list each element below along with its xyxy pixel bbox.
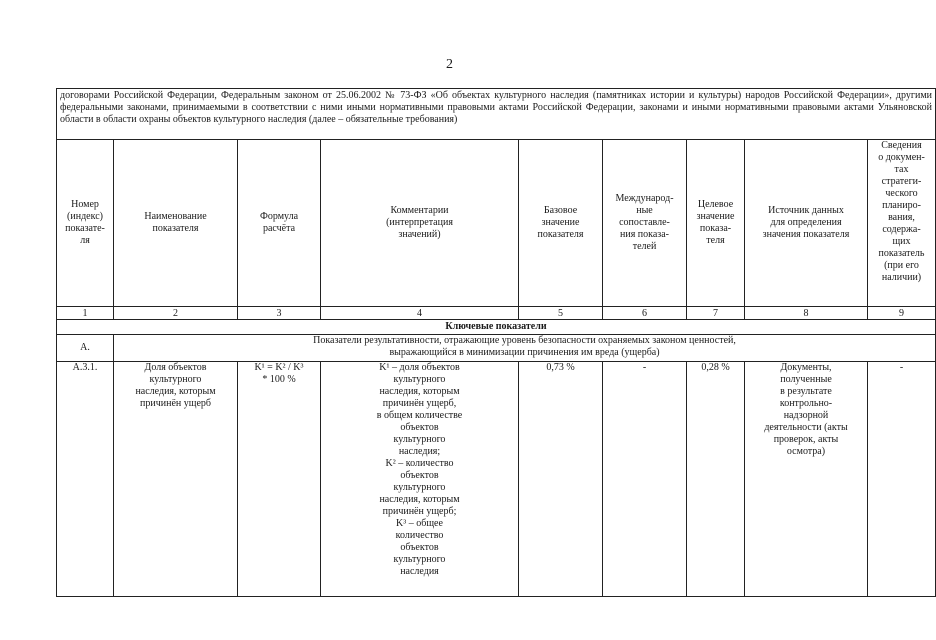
indicators-table: [56, 88, 936, 597]
header-cell: Международ- ные сопоставле- ния показа- телей: [603, 140, 687, 307]
column-number: 4: [321, 307, 519, 320]
header-cell: Источник данных для определения значения показателя: [745, 140, 868, 307]
column-number: 9: [868, 307, 936, 320]
column-number-row: [57, 307, 936, 320]
formula-line: K¹ = K² / K³: [254, 362, 304, 373]
indicator-index: А.3.1.: [57, 362, 114, 597]
column-number: 8: [745, 307, 868, 320]
header-row: [57, 140, 936, 307]
category-row: [57, 335, 936, 362]
header-cell: Номер (индекс) показате- ля: [57, 140, 114, 307]
page-number: 2: [446, 57, 453, 72]
indicator-comment: K¹ – доля объектов культурного наследия, которым причинён ущерб, в общем количестве объектов культурного наследия; K² – количество объектов культурного наследия, которым причинён ущерб; K³ – общее количество объектов культурного наследия: [321, 362, 519, 597]
header-cell: Целевое значение показа- теля: [687, 140, 745, 307]
header-cell: Комментарии (интерпретация значений): [321, 140, 519, 307]
indicator-name: Доля объектов культурного наследия, которым причинён ущерб: [114, 362, 238, 597]
column-number: 7: [687, 307, 745, 320]
column-number: 3: [238, 307, 321, 320]
header-cell: Наименование показателя: [114, 140, 238, 307]
column-number: 5: [519, 307, 603, 320]
column-number: 1: [57, 307, 114, 320]
category-text: Показатели результативности, отражающие уровень безопасности охраняемых законом ценностей, выражающийся в минимизации причинения им вреда (ущерба): [114, 335, 936, 362]
header-cell: Формула расчёта: [238, 140, 321, 307]
column-number: 6: [603, 307, 687, 320]
header-cell: Сведения о докумен- тах стратеги- ческого планиро- вания, содержа- щих показатель (при его наличии): [868, 140, 936, 307]
table-row: [57, 362, 936, 597]
strategic-documents: -: [868, 362, 936, 597]
column-number: 2: [114, 307, 238, 320]
intro-text: договорами Российской Федерации, Федеральным законом от 25.06.2002 № 73-ФЗ «Об объектах культурного наследия (памятниках истории и культуры) народов Российской Федерации», другими федеральными законами, принимаемыми в соответствии с ними иными нормативными правовыми актами Российской Федерации, законами и иными нормативными правовыми актами Ульяновской области в области охраны объектов культурного наследия (далее – обязательные требования): [57, 89, 936, 140]
target-value: 0,28 %: [687, 362, 745, 597]
international-comparison: -: [603, 362, 687, 597]
section-title: Ключевые показатели: [57, 320, 936, 335]
data-source: Документы, полученные в результате контрольно- надзорной деятельности (акты проверок, акты осмотра): [745, 362, 868, 597]
base-value: 0,73 %: [519, 362, 603, 597]
formula-line: * 100 %: [262, 374, 296, 385]
header-cell: Базовое значение показателя: [519, 140, 603, 307]
indicator-formula: [238, 362, 321, 597]
category-code: А.: [57, 335, 114, 362]
